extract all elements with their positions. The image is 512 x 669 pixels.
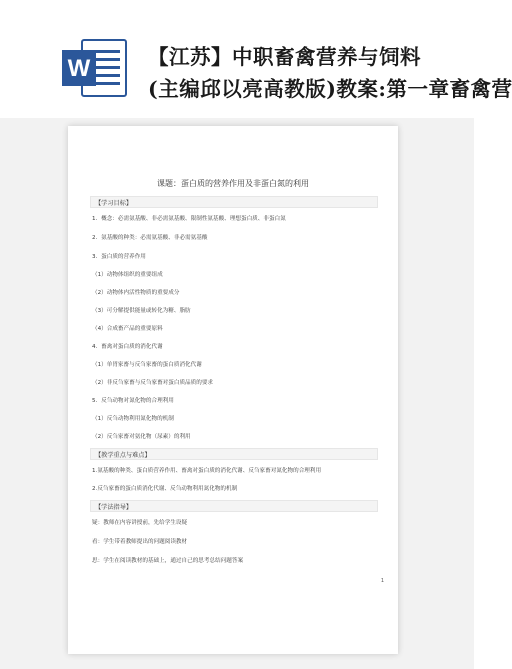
content-line: 思：学生在阅读教材的基础上，通过自己的思考总结问题答案 <box>92 558 244 564</box>
content-line: （2）非反刍家畜与反刍家畜对蛋白质品质的要求 <box>92 380 214 386</box>
content-line: 2.反刍家畜的蛋白质消化代谢、反刍动物利用氮化物的机制 <box>92 486 238 492</box>
svg-text:W: W <box>67 55 91 82</box>
content-line: 1.氨基酸的种类、蛋白质营养作用、畜禽对蛋白质的消化代谢、反刍家畜对氮化物的合理利用 <box>92 468 322 474</box>
content-line: （2）动物体内活性物质的重要成分 <box>92 290 180 296</box>
page-title-line-2: (主编邱以亮高教版)教案:第一章畜禽营 <box>148 77 512 101</box>
content-line: 疑：教师在内容讲授前，先给学生设疑 <box>92 520 188 526</box>
section-label: 【教学重点与难点】 <box>95 452 151 459</box>
content-line: （3）可分解提供能量或转化为糖、脂肪 <box>92 308 191 314</box>
content-line: （1）单胃家畜与反刍家畜的蛋白质消化代谢 <box>92 362 202 368</box>
content-line: 1．概念：必需氨基酸、非必需氨基酸、限制性氨基酸、理想蛋白质、非蛋白氮 <box>92 216 286 222</box>
section-key-points <box>90 448 378 460</box>
content-line: 5．反刍动物对氮化物的合理利用 <box>92 398 174 404</box>
content-line: （2）反刍家畜对氨化物（尿素）的利用 <box>92 434 191 440</box>
content-line: 2．氨基酸的种类：必需氨基酸、非必需氨基酸 <box>92 235 208 241</box>
section-label: 【学法指导】 <box>95 504 133 511</box>
content-line: 4．畜禽对蛋白质的消化代谢 <box>92 344 163 350</box>
document-page <box>68 126 398 654</box>
section-label: 【学习目标】 <box>95 200 133 207</box>
document-title: 课题：蛋白质的营养作用及非蛋白氮的利用 <box>157 179 309 188</box>
content-line: （4）合成畜产品的重要原料 <box>92 326 163 332</box>
content-line: 3．蛋白质的营养作用 <box>92 254 146 260</box>
content-line: 看：学生带着教师提出的问题阅读教材 <box>92 539 188 545</box>
content-line: （1）动物体组织的重要组成 <box>92 272 163 278</box>
section-learning-goals <box>90 196 378 208</box>
content-line: （1）反刍动物利用氮化物的机制 <box>92 416 174 422</box>
page-number: 1 <box>380 578 384 584</box>
word-document-icon <box>60 38 130 98</box>
header <box>0 0 512 118</box>
section-study-method <box>90 500 378 512</box>
page-title-line-1: 【江苏】中职畜禽营养与饲料 <box>148 45 421 69</box>
